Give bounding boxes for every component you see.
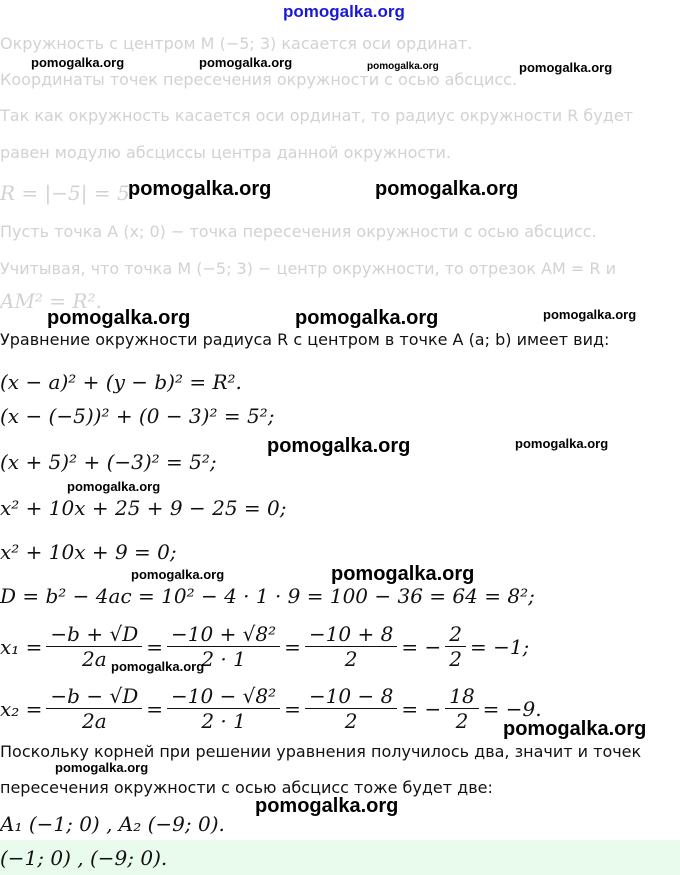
x1-frac-4-den: 2	[449, 647, 462, 671]
x2-frac-1	[46, 684, 142, 733]
watermark: pomogalka.org	[515, 436, 609, 451]
equation-5: x² + 10x + 9 = 0;	[0, 540, 177, 564]
watermark: pomogalka.org	[55, 760, 149, 775]
watermark: pomogalka.org	[295, 307, 439, 329]
x1-frac-3-den: 2	[344, 647, 358, 671]
faded-line-2: Координаты точек пересечения окружности с осью абсцисс.	[0, 70, 518, 89]
x2-frac-1-den: 2a	[82, 709, 107, 733]
x1-tail: = −1;	[469, 634, 530, 659]
intro-text: Уравнение окружности радиуса R с центром в точке A (a; b) имеет вид:	[0, 330, 610, 349]
faded-line-6: Пусть точка A (x; 0) − точка пересечения окружности с осью абсцисс.	[0, 222, 597, 241]
x2-frac-1-num: −b − √D	[46, 684, 142, 709]
watermark: pomogalka.org	[267, 435, 411, 457]
points-result: A₁ (−1; 0) , A₂ (−9; 0).	[0, 812, 225, 836]
x2-frac-2	[167, 684, 280, 733]
x2-frac-2-num: −10 − √8²	[167, 684, 280, 709]
faded-line-1: Окружность с центром M (−5; 3) касается оси ординат.	[0, 34, 473, 53]
watermark: pomogalka.org	[519, 60, 613, 75]
x1-frac-1-den: 2a	[82, 647, 107, 671]
watermark: pomogalka.org	[47, 307, 191, 329]
watermark: pomogalka.org	[331, 563, 475, 585]
x2-frac-3-num: −10 − 8	[305, 684, 397, 709]
conclusion-line-2: пересечения окружности с осью абсцисс тоже будет две:	[0, 778, 493, 797]
equation-6: D = b² − 4ac = 10² − 4 · 1 · 9 = 100 − 36 = 64 = 8²;	[0, 584, 535, 608]
equation-3: (x + 5)² + (−3)² = 5²;	[0, 450, 217, 474]
x1-frac-3-num: −10 + 8	[305, 622, 397, 647]
x2-frac-3	[305, 684, 397, 733]
faded-line-5: R = |−5| = 5	[0, 181, 130, 205]
watermark: pomogalka.org	[367, 61, 439, 72]
watermark: pomogalka.org	[111, 659, 205, 674]
watermark: pomogalka.org	[131, 567, 225, 582]
root-x1: x₁ = $\frac{-b + √D}{2a}$ = $\frac{\text{−10 + √8²}}{2 \cdot 1}$ = $\frac{-10 + 8}{2}$ = − $\frac{2}{2}$ = −1;	[0, 622, 530, 671]
x1-frac-2-den: 2 · 1	[201, 647, 246, 671]
watermark: pomogalka.org	[199, 55, 293, 70]
root-x2: x₂ = $\frac{-b - √D}{2a}$ = $\frac{\text{−10 − √8²}}{2 \cdot 1}$ = $\frac{-10 - 8}{2}$ = − $\frac{18}{2}$ = −9.	[0, 684, 542, 733]
watermark: pomogalka.org	[503, 718, 647, 740]
equation-4: x² + 10x + 25 + 9 − 25 = 0;	[0, 496, 287, 520]
x1-frac-2-num: −10 + √8²	[167, 622, 280, 647]
faded-line-7: Учитывая, что точка M (−5; 3) − центр окружности, то отрезок AM = R и	[0, 259, 617, 278]
x2-frac-4-num: 18	[445, 684, 478, 709]
watermark: pomogalka.org	[255, 795, 399, 817]
x2-frac-4-den: 2	[455, 709, 469, 733]
faded-line-8: AM² = R².	[0, 289, 102, 313]
conclusion-line-1: Поскольку корней при решении уравнения получилось два, значит и точек	[0, 742, 642, 761]
faded-line-3: Так как окружность касается оси ординат, то радиус окружности R будет	[0, 106, 633, 125]
x2-tail: = −9.	[482, 696, 542, 721]
equation-2: (x − (−5))² + (0 − 3)² = 5²;	[0, 404, 275, 428]
x1-frac-4	[445, 622, 466, 671]
watermark: pomogalka.org	[128, 178, 272, 200]
watermark: pomogalka.org	[543, 307, 637, 322]
x1-frac-1-num: −b + √D	[46, 622, 142, 647]
faded-line-4: равен модулю абсциссы центра данной окружности.	[0, 143, 451, 162]
watermark: pomogalka.org	[31, 55, 125, 70]
x2-frac-2-den: 2 · 1	[201, 709, 246, 733]
x1-frac-3	[305, 622, 397, 671]
watermark: pomogalka.org	[67, 479, 161, 494]
x2-frac-3-den: 2	[344, 709, 358, 733]
site-link[interactable]: pomogalka.org	[283, 2, 405, 21]
x2-frac-4	[445, 684, 478, 733]
x1-frac-4-num: 2	[445, 622, 466, 647]
answer-text: (−1; 0) , (−9; 0).	[0, 846, 168, 870]
watermark: pomogalka.org	[375, 178, 519, 200]
x1-lhs: x₁ =	[0, 634, 43, 659]
x2-lhs: x₂ =	[0, 696, 43, 721]
answer-box	[0, 840, 680, 875]
equation-1: (x − a)² + (y − b)² = R².	[0, 370, 242, 394]
